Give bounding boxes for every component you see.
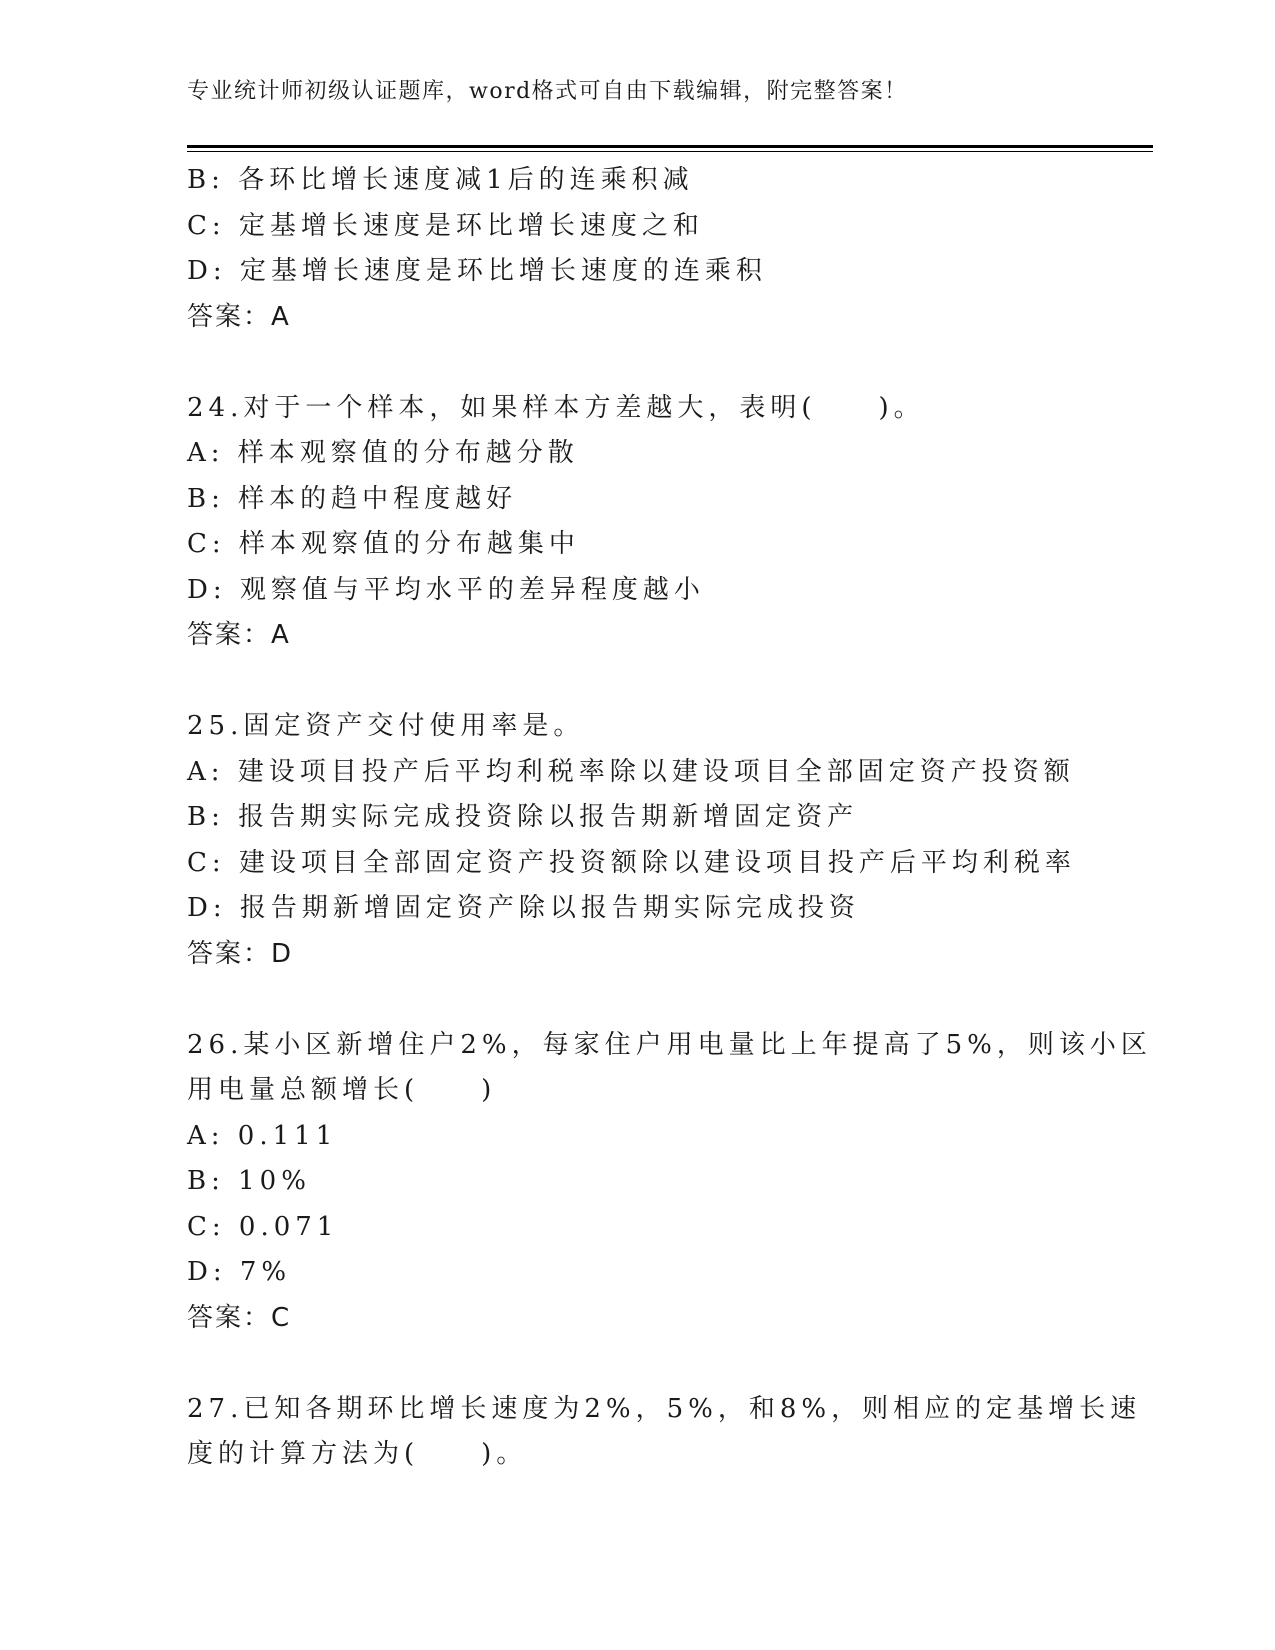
option-d: D: 7%: [187, 1257, 292, 1287]
answer-line: 答案：C: [187, 1302, 292, 1333]
question-stem-line-2: 用电量总额增长( ): [187, 1075, 497, 1105]
question-27: [187, 1387, 1142, 1478]
header-rule-thick: [187, 145, 1153, 148]
document-header: 专业统计师初级认证题库，word格式可自由下载编辑，附完整答案！: [187, 79, 908, 104]
question-content: [187, 158, 1152, 1478]
spacer: [187, 977, 1107, 1023]
question-stem-line-1: 27.已知各期环比增长速度为2%，5%，和8%，则相应的定基增长速: [187, 1393, 1142, 1424]
option-d: D: 观察值与平均水平的差异程度越小: [187, 574, 705, 605]
option-b: B: 样本的趋中程度越好: [187, 483, 518, 514]
option-d: D: 报告期新增固定资产除以报告期实际完成投资: [187, 893, 860, 923]
question-stem: 25.固定资产交付使用率是。: [187, 711, 585, 741]
question-24: [187, 386, 1107, 659]
answer-line: 答案：A: [187, 301, 291, 332]
answer-line: 答案：A: [187, 620, 291, 650]
question-stem-line-2: 度的计算方法为( )。: [187, 1439, 528, 1469]
question-25: [187, 704, 1107, 977]
question-stem: 24.对于一个样本，如果样本方差越大，表明( )。: [187, 392, 925, 423]
header-rule-thin: [187, 151, 1153, 152]
spacer: [187, 1341, 1107, 1387]
option-d: D: 定基增长速度是环比增长速度的连乘积: [187, 256, 767, 286]
option-a: A: 0.111: [187, 1120, 338, 1151]
question-26: [187, 1023, 1152, 1342]
option-c: C: 0.071: [187, 1211, 339, 1242]
option-a: A: 建设项目投产后平均利税率除以建设项目全部固定资产投资额: [187, 756, 1075, 787]
spacer: [187, 340, 1107, 386]
option-a: A: 样本观察值的分布越分散: [187, 438, 579, 468]
option-c: C: 建设项目全部固定资产投资额除以建设项目投产后平均利税率: [187, 847, 1076, 878]
spacer: [187, 659, 1107, 705]
option-b: B: 各环比增长速度减1后的连乘积减: [187, 165, 694, 195]
question-stem-line-1: 26.某小区新增住户2%，每家住户用电量比上年提高了5%，则该小区: [187, 1029, 1152, 1060]
option-c: C: 定基增长速度是环比增长速度之和: [187, 210, 704, 241]
question-23-continued: [187, 158, 1107, 340]
option-c: C: 样本观察值的分布越集中: [187, 529, 580, 559]
option-b: B: 报告期实际完成投资除以报告期新增固定资产: [187, 802, 859, 832]
answer-line: 答案：D: [187, 938, 294, 969]
option-b: B: 10%: [187, 1166, 311, 1196]
